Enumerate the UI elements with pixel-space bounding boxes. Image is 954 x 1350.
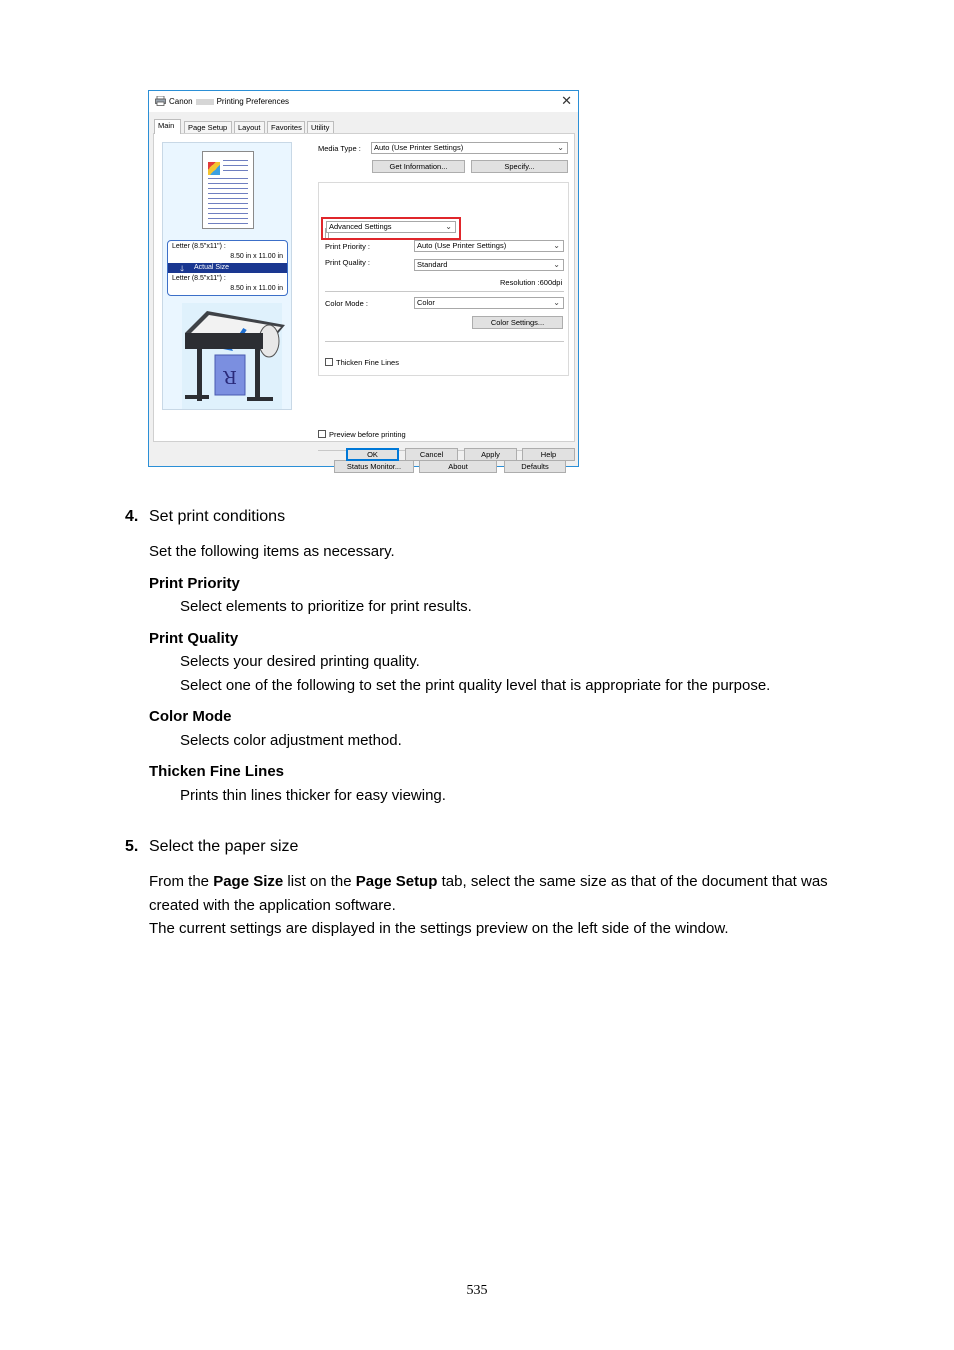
print-quality-label: Print Quality :: [325, 258, 371, 267]
size-value-1: 8.50 in x 11.00 in: [230, 253, 283, 260]
specify-button[interactable]: Specify...: [471, 160, 568, 173]
size-value-2: 8.50 in x 11.00 in: [230, 285, 283, 292]
step-5-title: Select the paper size: [149, 838, 299, 855]
paper-size-box: [167, 240, 288, 296]
step-4-number: 4.: [125, 508, 139, 525]
dialog-titlebar: [149, 91, 578, 112]
print-priority-select[interactable]: Auto (Use Printer Settings) ⌄: [414, 240, 564, 252]
preview-image-icon: [208, 162, 220, 175]
chevron-down-icon: ⌄: [557, 143, 564, 152]
dialog-title: Canon Printing Preferences: [169, 97, 290, 106]
apply-button[interactable]: Apply: [464, 448, 517, 461]
term-print-priority: Print Priority: [149, 575, 240, 592]
desc-color-mode: Selects color adjustment method.: [180, 732, 402, 749]
chevron-down-icon: ⌄: [553, 298, 560, 307]
arrow-down-icon: 🡓: [180, 264, 185, 273]
media-type-select[interactable]: Auto (Use Printer Settings) ⌄: [371, 142, 568, 154]
print-priority-label: Print Priority :: [325, 242, 371, 251]
thicken-fine-lines-label: Thicken Fine Lines: [336, 358, 399, 367]
desc-print-priority: Select elements to prioritize for print results.: [180, 598, 472, 615]
resolution-text: Resolution :600dpi: [500, 278, 563, 287]
close-icon[interactable]: ✕: [561, 93, 572, 108]
desc-thicken-fine-lines: Prints thin lines thicker for easy viewing.: [180, 787, 446, 804]
printer-icon: [155, 96, 166, 106]
highlight-box: [321, 217, 461, 240]
divider: [325, 341, 564, 342]
chevron-down-icon: ⌄: [445, 222, 452, 231]
tab-layout[interactable]: Layout: [234, 121, 265, 133]
step-5-line-1: From the Page Size list on the Page Setup tab, select the same size as that of the document that was: [149, 873, 828, 890]
defaults-button[interactable]: Defaults: [504, 460, 566, 473]
print-quality-select[interactable]: Standard ⌄: [414, 259, 564, 271]
settings-preview: [162, 142, 292, 410]
ok-button[interactable]: OK: [346, 448, 399, 461]
printing-preferences-dialog: [148, 90, 579, 471]
preview-before-printing-label: Preview before printing: [329, 430, 406, 439]
term-thicken-fine-lines: Thicken Fine Lines: [149, 763, 285, 780]
tab-page-setup[interactable]: Page Setup: [184, 121, 232, 133]
chevron-down-icon: ⌄: [553, 260, 560, 269]
chevron-down-icon: ⌄: [553, 241, 560, 250]
page-number: 535: [466, 1283, 488, 1298]
tab-favorites[interactable]: Favorites: [267, 121, 305, 133]
desc-print-quality-2: Select one of the following to set the print quality level that is appropriate for the purpose.: [180, 677, 771, 694]
desc-print-quality-1: Selects your desired printing quality.: [180, 653, 420, 670]
step-4-title: Set print conditions: [149, 508, 286, 525]
get-information-button[interactable]: Get Information...: [372, 160, 465, 173]
divider: [325, 291, 564, 292]
media-type-label: Media Type :: [318, 144, 361, 153]
page-preview: [202, 151, 254, 229]
cancel-button[interactable]: Cancel: [405, 448, 458, 461]
redacted-model-name: [196, 99, 214, 105]
letter-label-2: Letter (8.5"x11") :: [172, 275, 226, 282]
step-5-line-2: created with the application software.: [149, 897, 396, 914]
term-print-quality: Print Quality: [149, 630, 239, 647]
preview-before-printing-checkbox[interactable]: [318, 430, 326, 438]
advanced-settings-select[interactable]: Advanced Settings ⌄: [326, 221, 456, 233]
term-color-mode: Color Mode: [149, 708, 232, 725]
step-4-intro: Set the following items as necessary.: [149, 543, 395, 560]
large-format-printer-illustration: [177, 303, 287, 409]
help-button[interactable]: Help: [522, 448, 575, 461]
color-settings-button[interactable]: Color Settings...: [472, 316, 563, 329]
actual-size-row: [168, 263, 287, 273]
step-5-line-3: The current settings are displayed in the settings preview on the left side of the window.: [149, 920, 729, 937]
actual-size-label: Actual Size: [194, 264, 230, 271]
color-mode-label: Color Mode :: [325, 299, 368, 308]
letter-label-1: Letter (8.5"x11") :: [172, 243, 226, 250]
status-monitor-button[interactable]: Status Monitor...: [334, 460, 414, 473]
color-mode-select[interactable]: Color ⌄: [414, 297, 564, 309]
thicken-fine-lines-checkbox[interactable]: [325, 358, 333, 366]
tab-main[interactable]: Main: [154, 119, 181, 134]
svg-text:R: R: [223, 366, 237, 387]
about-button[interactable]: About: [419, 460, 497, 473]
tab-utility[interactable]: Utility: [307, 121, 334, 133]
step-5-number: 5.: [125, 838, 139, 855]
